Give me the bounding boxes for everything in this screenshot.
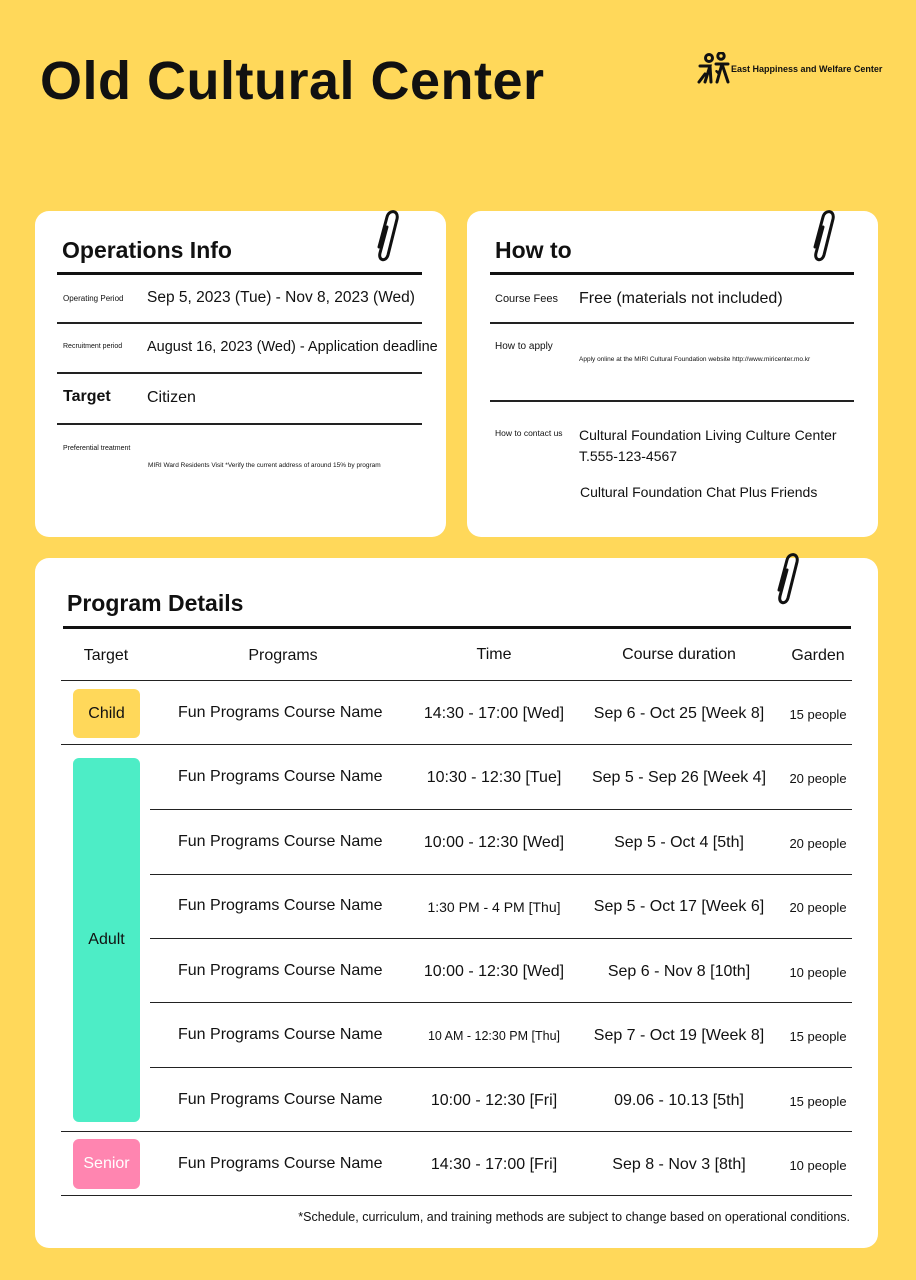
program-details-card	[35, 558, 878, 1248]
program-name: Fun Programs Course Name	[178, 897, 383, 914]
badge-child: Child	[73, 689, 140, 738]
footnote: *Schedule, curriculum, and training methods are subject to change based on operational conditions.	[298, 1210, 850, 1224]
divider	[61, 680, 852, 681]
course-fees-label: Course Fees	[495, 293, 558, 305]
target-label: Target	[63, 388, 111, 405]
program-time: 10:30 - 12:30 [Tue]	[426, 769, 562, 786]
badge-adult: Adult	[73, 758, 140, 1122]
preferential-treatment-value: MIRI Ward Residents Visit *Verify the current address of around 15% by program	[148, 462, 381, 469]
divider	[150, 1067, 852, 1068]
program-garden: 15 people	[789, 707, 847, 722]
divider	[150, 874, 852, 875]
program-time: 14:30 - 17:00 [Wed]	[423, 705, 565, 722]
operating-period-label: Operating Period	[63, 294, 124, 303]
header-garden: Garden	[791, 647, 845, 664]
program-duration: Sep 7 - Oct 19 [Week 8]	[593, 1027, 765, 1044]
page-title: Old Cultural Center	[40, 51, 545, 111]
divider	[61, 1195, 852, 1196]
program-garden: 10 people	[789, 1158, 847, 1173]
recruitment-period-value: August 16, 2023 (Wed) - Application deadline	[147, 339, 438, 355]
program-time: 14:30 - 17:00 [Fri]	[430, 1156, 558, 1173]
operating-period-value: Sep 5, 2023 (Tue) - Nov 8, 2023 (Wed)	[147, 289, 415, 306]
program-duration: Sep 6 - Nov 8 [10th]	[607, 963, 751, 980]
program-name: Fun Programs Course Name	[178, 1026, 383, 1043]
program-duration: Sep 8 - Nov 3 [8th]	[612, 1156, 746, 1173]
contact-line-3: Cultural Foundation Chat Plus Friends	[580, 484, 818, 500]
divider	[150, 938, 852, 939]
program-name: Fun Programs Course Name	[178, 768, 383, 785]
divider	[150, 1002, 852, 1003]
program-name: Fun Programs Course Name	[178, 1155, 383, 1172]
how-to-card	[467, 211, 878, 537]
divider	[490, 322, 854, 324]
contact-phone: T.555-123-4567	[579, 448, 678, 464]
divider	[57, 372, 422, 374]
divider	[61, 1131, 852, 1132]
program-time: 10:00 - 12:30 [Fri]	[430, 1092, 558, 1109]
program-garden: 20 people	[789, 836, 847, 851]
header-target: Target	[83, 647, 129, 664]
divider	[57, 322, 422, 324]
preferential-treatment-label: Preferential treatment	[63, 445, 131, 452]
paperclip-icon	[809, 205, 839, 267]
recruitment-period-label: Recruitment period	[63, 343, 123, 350]
program-name: Fun Programs Course Name	[178, 1091, 383, 1108]
divider	[150, 809, 852, 810]
program-name: Fun Programs Course Name	[178, 704, 383, 721]
program-name: Fun Programs Course Name	[178, 833, 383, 850]
program-duration: Sep 5 - Oct 17 [Week 6]	[593, 898, 765, 915]
operations-info-title: Operations Info	[62, 237, 232, 263]
program-duration: 09.06 - 10.13 [5th]	[614, 1092, 744, 1109]
divider	[63, 626, 851, 629]
divider	[490, 400, 854, 402]
divider	[57, 272, 422, 275]
program-duration: Sep 5 - Oct 4 [5th]	[614, 834, 744, 851]
program-garden: 20 people	[789, 900, 847, 915]
divider	[57, 423, 422, 425]
course-fees-value: Free (materials not included)	[579, 290, 783, 307]
header-programs: Programs	[248, 647, 318, 664]
header-time: Time	[476, 646, 512, 663]
divider	[490, 272, 854, 275]
program-time: 10 AM - 12:30 PM [Thu]	[427, 1029, 560, 1043]
program-garden: 10 people	[789, 965, 847, 980]
divider	[61, 744, 852, 745]
logo	[697, 52, 882, 86]
how-to-apply-value: Apply online at the MIRI Cultural Foundation website http://www.miricenter.mo.kr	[579, 356, 811, 363]
program-duration: Sep 5 - Sep 26 [Week 4]	[591, 769, 767, 786]
program-garden: 15 people	[789, 1094, 847, 1109]
contact-line-1: Cultural Foundation Living Culture Center	[579, 427, 837, 443]
target-value: Citizen	[147, 389, 196, 406]
paperclip-icon	[373, 205, 403, 267]
logo-text: East Happiness and Welfare Center	[731, 64, 883, 74]
program-details-title: Program Details	[67, 590, 244, 616]
program-time: 10:00 - 12:30 [Wed]	[423, 963, 565, 980]
how-to-contact-label: How to contact us	[495, 428, 563, 438]
program-duration: Sep 6 - Oct 25 [Week 8]	[593, 705, 765, 722]
header-course-duration: Course duration	[622, 646, 736, 663]
how-to-apply-label: How to apply	[495, 341, 553, 352]
program-garden: 20 people	[789, 771, 847, 786]
badge-senior: Senior	[73, 1139, 140, 1189]
program-garden: 15 people	[789, 1029, 847, 1044]
program-time: 10:00 - 12:30 [Wed]	[423, 834, 565, 851]
operations-info-card	[35, 211, 446, 537]
program-time: 1:30 PM - 4 PM [Thu]	[427, 899, 561, 915]
program-name: Fun Programs Course Name	[178, 962, 383, 979]
how-to-title: How to	[495, 237, 572, 263]
paperclip-icon	[773, 548, 803, 610]
